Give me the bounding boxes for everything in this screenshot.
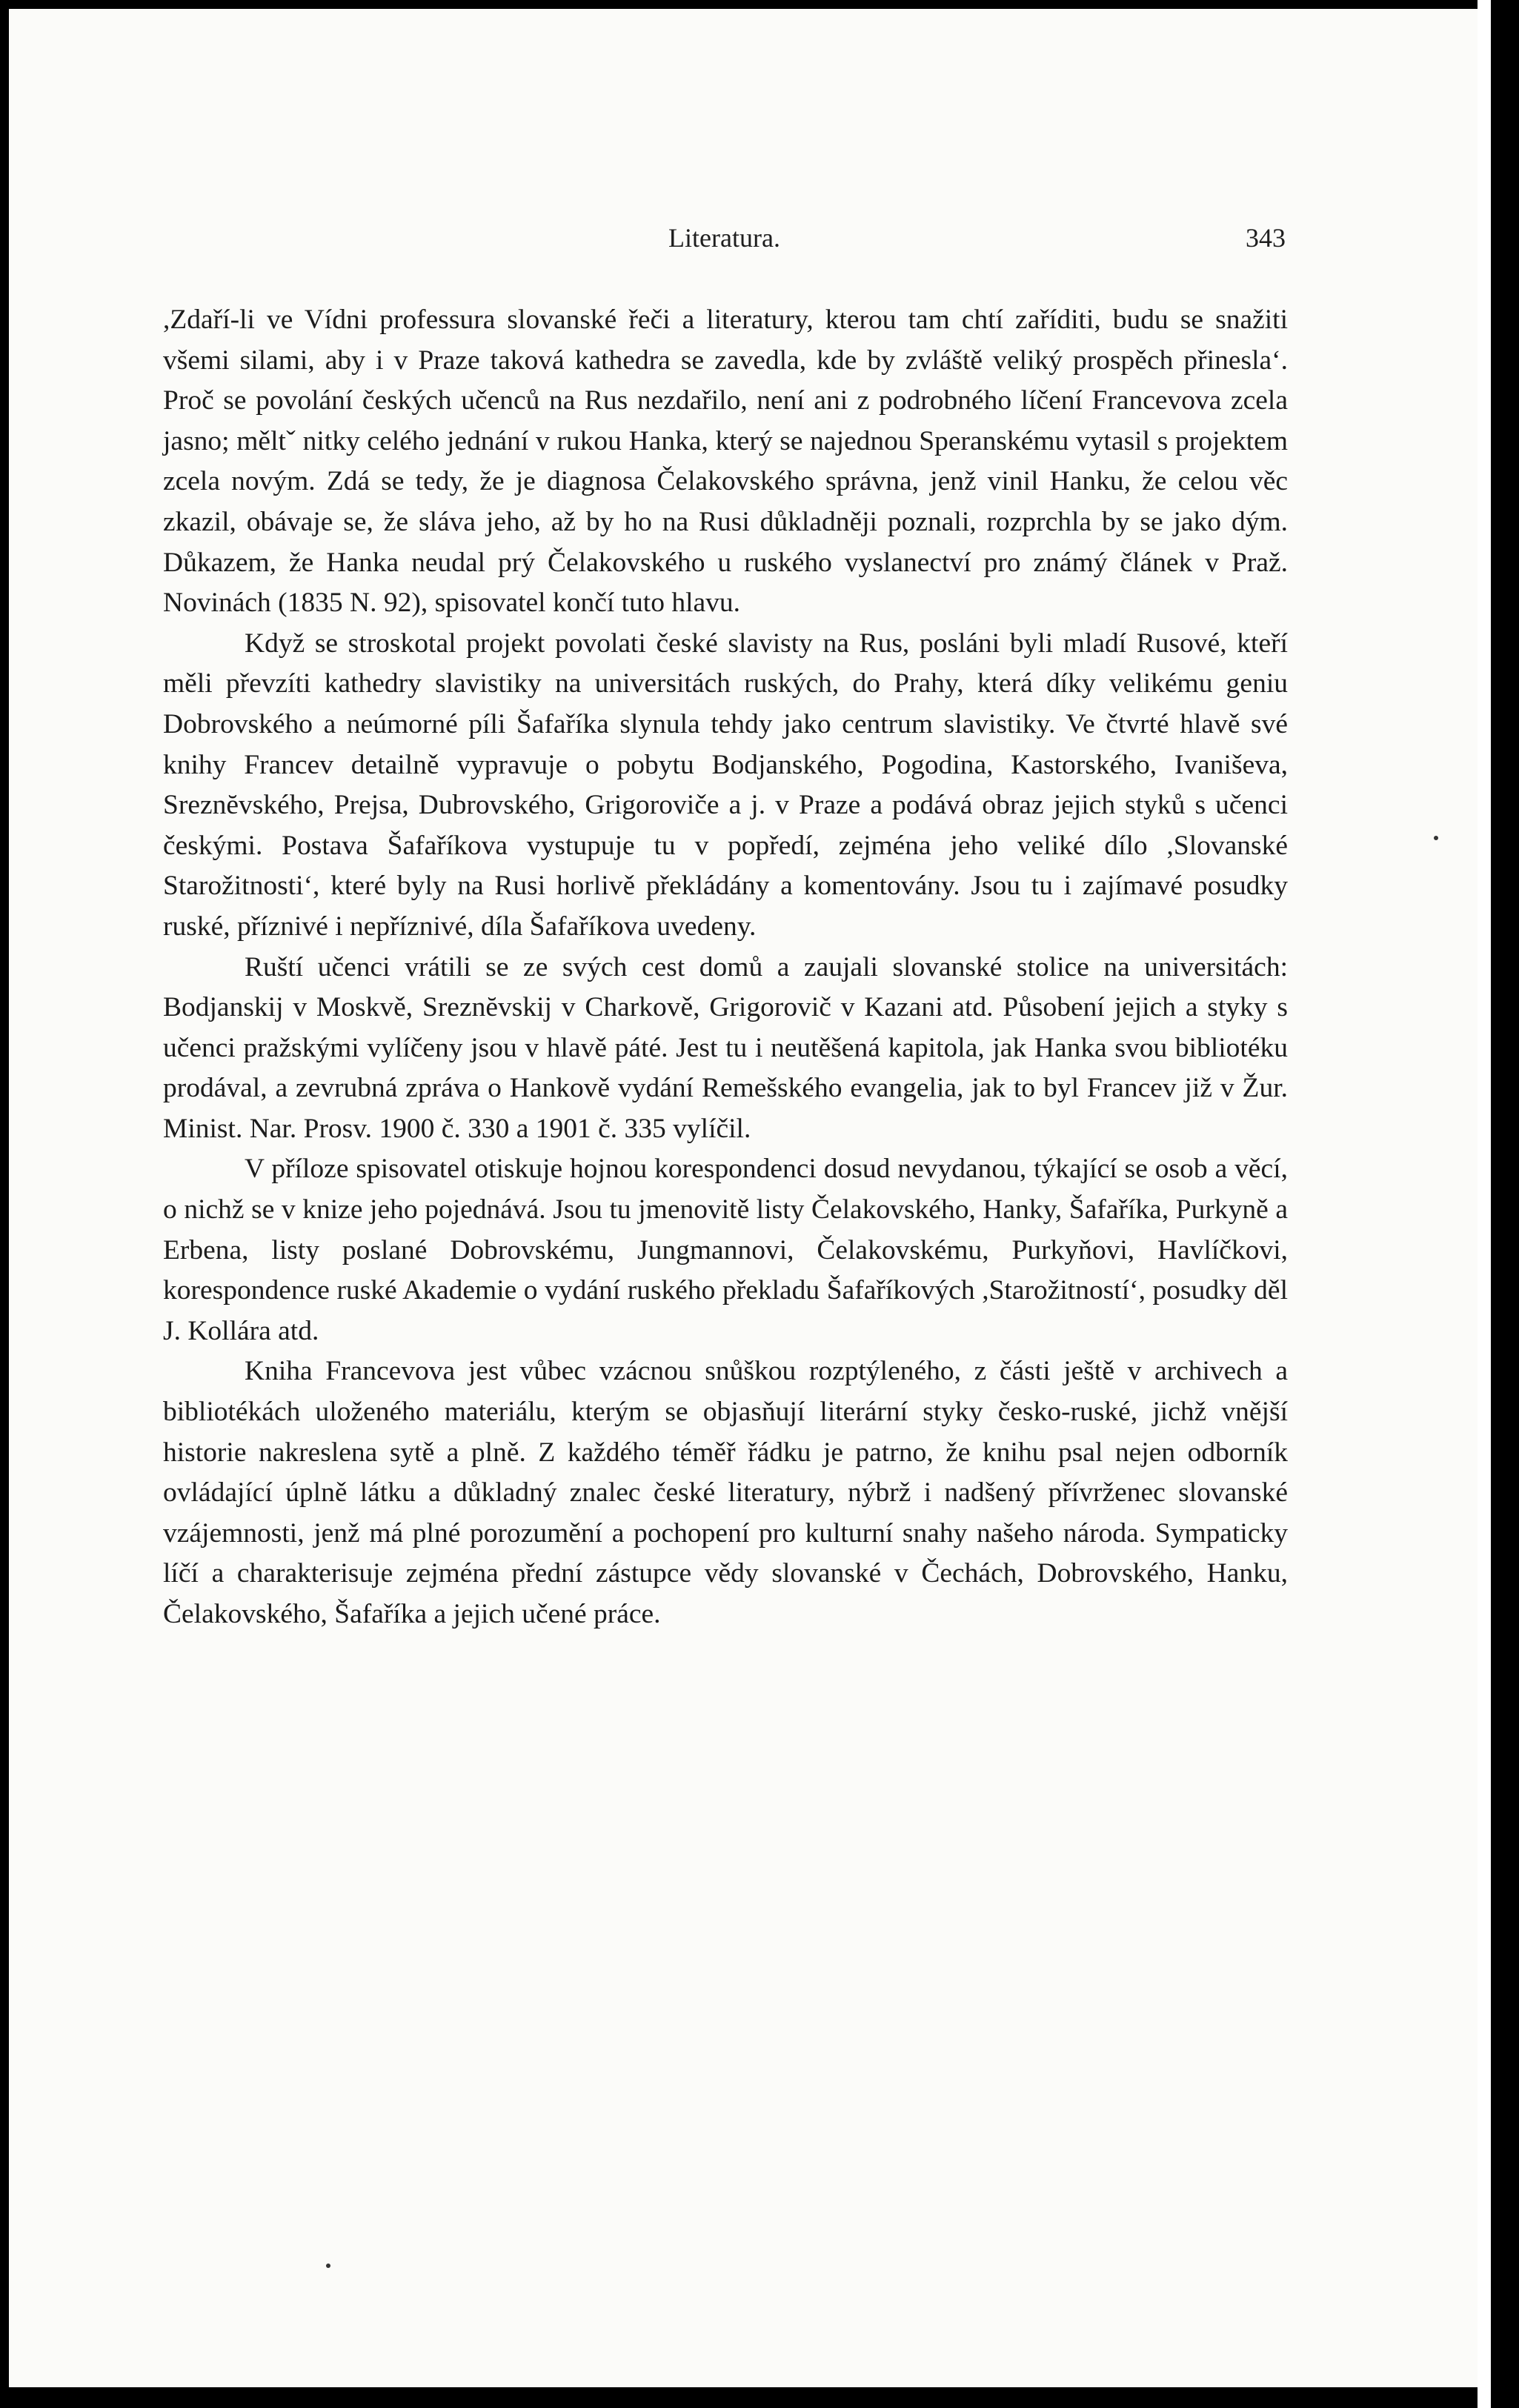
paragraph-2: Když se stroskotal projekt povolati české slavisty na Rus, posláni byli mladí Rusové, kteří měli převzíti kathedry slavistiky na universitách ruských, do Prahy, která díky velikému geniu Dobrovského a neúmorné píli Šafaříka slynula tehdy jako centrum slavistiky. Ve čtvrté hlavě své knihy Francev detailně vypravuje o pobytu Bodjanského, Pogodina, Kastorského, Ivaniševa, Sreznĕvského, Prejsa, Dubrovského, Grigoroviče a j. v Praze a podává obraz jejich styků s učenci českými. Postava Šafaříkova vystupuje tu v popředí, zejména jeho veliké dílo ,Slovanské Starožitnosti‘, které byly na Rusi horlivě překládány a komentovány. Jsou tu i zajímavé posudky ruské, příznivé i nepříznivé, díla Šafaříkova uvedeny. [163, 628, 1288, 942]
paragraph-3: Ruští učenci vrátili se ze svých cest domů a zaujali slovanské stolice na universitách: Bodjanskij v Moskvě, Sreznĕvskij v Charkově, Grigorovič v Kazani atd. Působení jejich a styky s učenci pražskými vylíčeny jsou v hlavě páté. Jest tu i neutěšená kapitola, jak Hanka svou bibliotéku prodával, a zevrubná zpráva o Hankově vydání Remešského evangelia, jak to byl Francev již v Žur. Minist. Nar. Prosv. 1900 č. 330 a 1901 č. 335 vylíčil. [163, 951, 1288, 1144]
print-speck [1434, 836, 1438, 840]
page-number: 343 [1246, 223, 1286, 253]
page-edge [1478, 0, 1491, 2408]
running-head-title: Literatura. [668, 223, 780, 253]
paragraph-4: V příloze spisovatel otiskuje hojnou korespondenci dosud nevydanou, týkající se osob a věcí, o nichž se v knize jeho pojednává. Jsou tu jmenovitě listy Čelakovského, Hanky, Šafaříka, Purkyně a Erbena, listy poslané Dobrovskému, Jungmannovi, Čelakovskému, Purkyňovi, Havlíčkovi, korespondence ruské Akademie o vydání ruského překladu Šafaříkových ,Starožitností‘, posudky děl J. Kollára atd. [163, 1154, 1288, 1346]
running-head [163, 222, 1286, 267]
paragraph-5: Kniha Francevova jest vůbec vzácnou snůškou rozptýleného, z části ještě v archivech a bibliotékách uloženého materiálu, kterým se objasňují literární styky česko-ruské, jichž vnější historie nakreslena sytě a plně. Z každého téměř řádku je patrno, že knihu psal nejen odborník ovládající úplně látku a důkladný znalec české literatury, nýbrž i nadšený přívrženec slovanské vzájemnosti, jenž má plné porozumění a pochopení pro kulturní snahy našeho národa. Sympaticky líčí a charakterisuje zejména přední zástupce vědy slovanské v Čechách, Dobrovského, Hanku, Čelakovského, Šafaříka a jejich učené práce. [163, 1356, 1288, 1629]
paragraph-1: ,Zdaří-li ve Vídni professura slovanské řeči a literatury, kterou tam chtí zaříditi, budu se snažiti všemi silami, aby i v Praze taková kathedra se zavedla, kde by zvláště veliký prospěch přinesla‘. Proč se povolání českých učenců na Rus nezdařilo, není ani z podrobného líčení Francevova zcela jasno; měltˇ nitky celého jednání v rukou Hanka, který se najednou Speranskému vytasil s projektem zcela novým. Zdá se tedy, že je diagnosa Čelakovského správna, jenž vinil Hanku, že celou věc zkazil, obávaje se, že sláva jeho, až by ho na Rusi důkladněji poznali, rozprchla by se jako dým. Důkazem, že Hanka neudal prý Čelakovského u ruského vyslanectví pro známý článek v Praž. Novinách (1835 N. 92), spisovatel končí tuto hlavu. [163, 305, 1288, 619]
print-speck [326, 2264, 330, 2268]
body-text [163, 300, 1288, 1635]
